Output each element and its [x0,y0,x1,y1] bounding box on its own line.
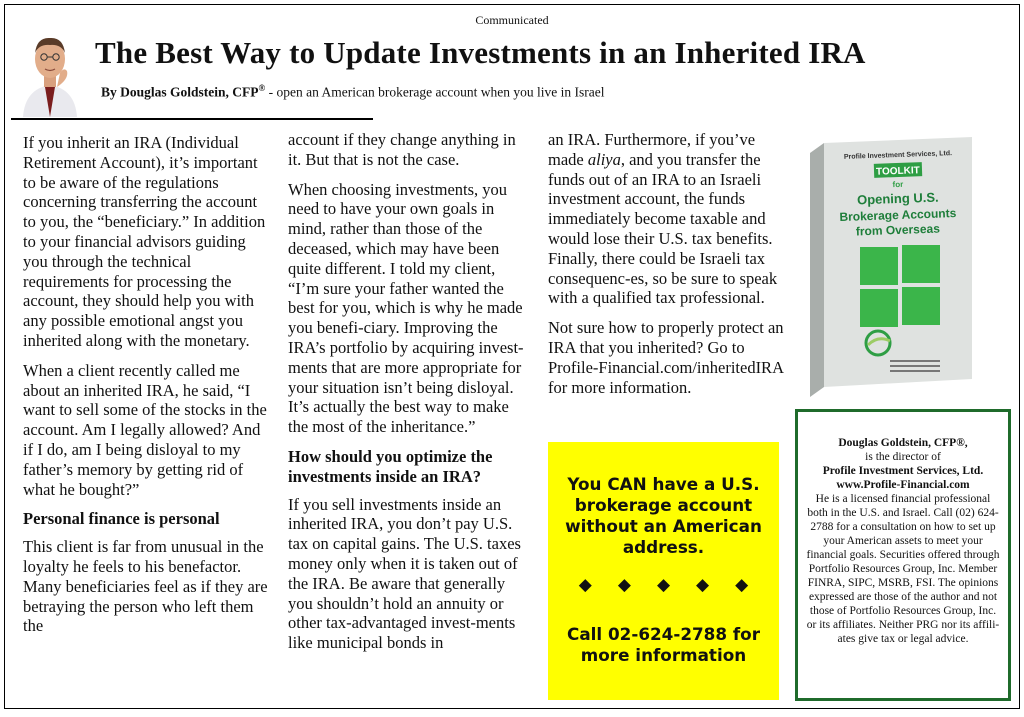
byline-author: By Douglas Goldstein, CFP [101,84,259,100]
subheading-personal-finance: Personal finance is personal [23,509,220,529]
bio-website[interactable]: www.Profile-Financial.com [836,479,970,491]
author-bio-box [795,409,1011,701]
article-title: The Best Way to Update Investments in an Inherited IRA [95,35,866,70]
ad-headline: You CAN have a U.S. brokerage account without an American address. [565,474,762,557]
bio-role: is the director of [865,451,941,463]
toolkit-book-cover [802,135,978,397]
ad-diamond-row [548,575,779,595]
column-2 [288,130,524,709]
book-for: for [892,179,904,190]
col1-paragraph: When a client recently called me about an inherited IRA, he said, “I want to sell some of the stocks in the account. Am I legally allowed? And if I do, am I being disloyal to my father’s memory by getting rid of what he bought?” [23,360,267,499]
diamond-icon: ◆ [696,575,710,595]
col3-text: an IRA. Furthermore, if you’ve made [548,130,756,169]
bio-text: He is a licensed financial professional both in the U.S. and Israel. Call (02) 624-2788 for a consultation on how to set up your American assets to meet your financial goals. Securities offered through Portfolio Resources Group, Inc. Member FINRA, SIPC, MSRB, FSI. The opinions expressed are those of the author and not those of Portfolio Resources Group, Inc. or its affiliates. Neither PRG nor its affili-ates give tax or legal advice. [806,493,1000,645]
col3-text: , and you transfer the funds out of an IRA to an Israeli investment account, the funds immediately become taxable and would lose their U.S. tax benefits. Finally, there could be Israeli tax consequenc-es, so be sure to speak with a qualified tax professional. [548,149,778,308]
book-title-line1: Opening U.S. [856,189,939,208]
communicated-label: Communicated [475,13,549,27]
book-title-line2: Brokerage Accounts [839,205,957,225]
byline-registered-mark: ® [258,83,266,93]
column-3 [548,130,788,440]
book-publisher: Profile Investment Services, Ltd. [843,150,953,161]
book-badge: TOOLKIT [875,165,920,178]
ad-call-to-action: Call 02-624-2788 for more information [567,624,760,665]
header-divider [11,118,373,120]
byline [101,83,605,101]
bio-company: Profile Investment Services, Ltd. [822,465,984,477]
author-portrait [17,27,83,117]
diamond-icon: ◆ [735,575,749,595]
column-1 [23,133,269,709]
col1-paragraph: This client is far from unusual in the loyalty he feels to his benefactor. Many beneficiaries feel as if they are betraying the person who left them the [23,537,268,636]
bio-name: Douglas Goldstein, CFP®, [838,437,968,449]
col3-paragraph [548,130,788,308]
subheading-optimize-investments: How should you optimize the investments inside an IRA? [288,446,493,486]
book-title-line3: from Overseas [855,221,941,239]
byline-description: - open an American brokerage account when you live in Israel [265,84,605,100]
diamond-icon: ◆ [656,575,671,595]
article-page [4,4,1020,709]
diamond-icon: ◆ [578,575,592,595]
col1-paragraph: If you inherit an IRA (Individual Retirement Account), it’s important to be aware of the regulations concerning transferring the account to you, the “beneficiary.” In addition to your financial advisors guiding you through the technical requirements for processing the account, they should help you with any possible emotional angst you inherited along with the monetary. [23,133,266,350]
aliya-term: aliya [587,149,621,169]
col2-paragraph: If you sell investments inside an inherited IRA, you don’t pay U.S. tax on capital gains. The U.S. taxes money only when it is taken out of the IRA. Be aware that generally you shouldn’t hold an annuity or other tax-advantaged invest-ments like municipal bonds in [288,494,521,653]
col3-paragraph: Not sure how to properly protect an IRA that you inherited? Go to Profile-Financial.com/inheritedIRA for more information. [548,318,784,397]
col2-paragraph: account if they change anything in it. But that is not the case. [288,130,516,169]
col2-paragraph: When choosing investments, you need to have your own goals in mind, rather than those of the deceased, which may have been quite different. I told my client, “I’m sure your father wanted the best for you, which is why he made you benefi-ciary. Improving the IRA’s portfolio by acquiring invest-ments that are more appropriate for your situation isn’t being disloyal. It’s actually the best way to make the most of the inheritance.” [288,179,524,437]
brokerage-ad-box [548,442,779,700]
diamond-icon: ◆ [617,575,631,595]
